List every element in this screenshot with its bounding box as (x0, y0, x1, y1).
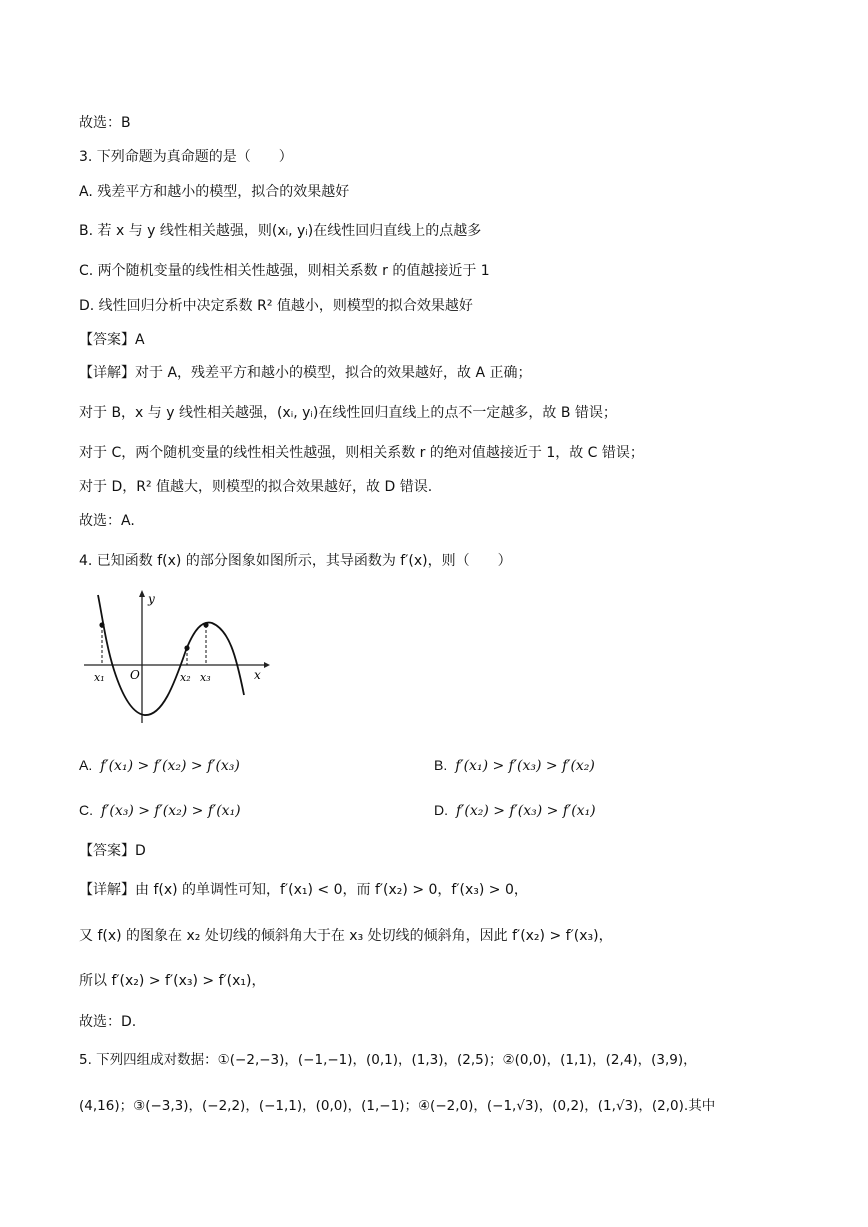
q4-choice: 故选：D. (79, 1014, 137, 1030)
x-label: x (254, 668, 261, 682)
x3-label: x₃ (200, 671, 211, 684)
q3-detail-2: 对于 B，x 与 y 线性相关越强，(xᵢ, yᵢ)在线性回归直线上的点不一定越多，故 B 错误； (79, 405, 617, 421)
q4-option-d: D. f′(x₂) > f′(x₃) > f′(x₁) (434, 802, 596, 819)
question-4: 4. 已知函数 f(x) 的部分图象如图所示，其导函数为 f′(x)，则（ ） (79, 553, 512, 569)
x2-label: x₂ (180, 671, 191, 684)
q3-option-a: A. 残差平方和越小的模型，拟合的效果越好 (79, 184, 350, 200)
line-1: 故选：B (79, 115, 131, 131)
q4-option-c: C. f′(x₃) > f′(x₂) > f′(x₁) (79, 802, 241, 819)
q4-option-d-expr: f′(x₂) > f′(x₃) > f′(x₁) (456, 803, 596, 819)
q3-detail-1: 【详解】对于 A，残差平方和越小的模型，拟合的效果越好，故 A 正确； (79, 365, 532, 381)
question-5: 5. 下列四组成对数据：①(−2,−3)，(−1,−1)，(0,1)，(1,3)，(2,5)；②(0,0)，(1,1)，(2,4)，(3,9)， (79, 1052, 697, 1068)
q3-detail-3: 对于 C，两个随机变量的线性相关性越强，则相关系数 r 的绝对值越接近于 1，故 C 错误； (79, 445, 644, 461)
q4-option-a-expr: f′(x₁) > f′(x₂) > f′(x₃) (100, 758, 240, 774)
question-5-cont: (4,16)；③(−3,3)，(−2,2)，(−1,1)，(0,0)，(1,−1)；④(−2,0)，(−1,√3)，(0,2)，(1,√3)，(2,0).其中 (79, 1098, 716, 1114)
x-axis-arrow-icon (264, 662, 270, 668)
q3-option-b: B. 若 x 与 y 线性相关越强，则(xᵢ, yᵢ)在线性回归直线上的点越多 (79, 223, 482, 239)
curve (98, 595, 244, 715)
q3-choice: 故选：A. (79, 513, 135, 529)
q3-detail-4: 对于 D，R² 值越大，则模型的拟合效果越好，故 D 错误. (79, 479, 433, 495)
q4-detail-1: 【详解】由 f(x) 的单调性可知，f′(x₁) < 0，而 f′(x₂) > 0，f′(x₃) > 0， (79, 882, 528, 898)
q3-answer: 【答案】A (79, 332, 145, 348)
q4-answer: 【答案】D (79, 843, 146, 859)
q4-option-c-expr: f′(x₃) > f′(x₂) > f′(x₁) (101, 803, 241, 819)
origin-label: O (130, 668, 140, 682)
y-axis-arrow-icon (139, 590, 145, 597)
q3-option-d: D. 线性回归分析中决定系数 R² 值越小，则模型的拟合效果越好 (79, 298, 473, 314)
q4-option-a: A. f′(x₁) > f′(x₂) > f′(x₃) (79, 757, 240, 774)
q4-detail-2: 又 f(x) 的图象在 x₂ 处切线的倾斜角大于在 x₃ 处切线的倾斜角，因此 f′(x₂) > f′(x₃)， (79, 928, 613, 944)
y-label: y (148, 592, 155, 606)
x1-label: x₁ (94, 671, 105, 684)
q3-option-c: C. 两个随机变量的线性相关性越强，则相关系数 r 的值越接近于 1 (79, 263, 490, 279)
q4-detail-3: 所以 f′(x₂) > f′(x₃) > f′(x₁)， (79, 973, 266, 989)
function-graph (84, 585, 274, 725)
q4-option-b-expr: f′(x₁) > f′(x₃) > f′(x₂) (455, 758, 595, 774)
q4-option-b: B. f′(x₁) > f′(x₃) > f′(x₂) (434, 757, 595, 774)
question-3: 3. 下列命题为真命题的是（ ） (79, 149, 293, 165)
